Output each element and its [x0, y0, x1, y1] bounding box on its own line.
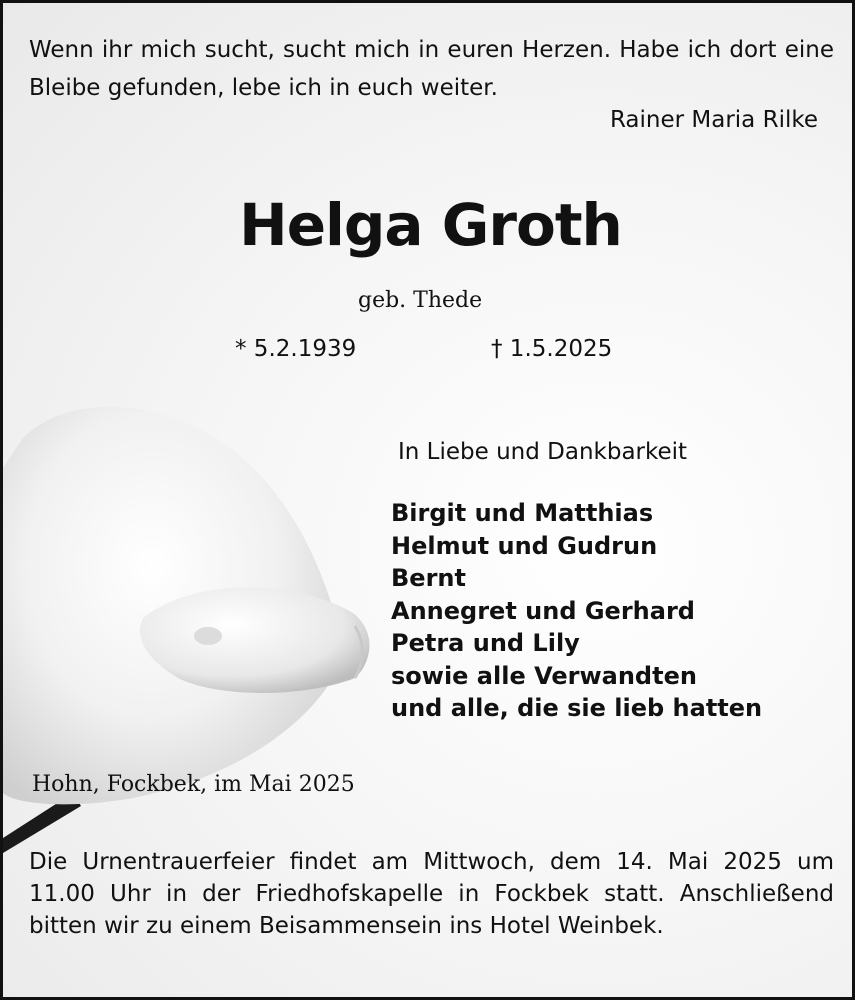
mourners-list: [391, 497, 762, 725]
mourner-entry: Annegret und Gerhard: [391, 596, 695, 625]
deceased-name: Helga Groth: [239, 191, 622, 259]
mourner-entry: Petra und Lily: [391, 629, 580, 657]
maiden-name: geb. Thede: [358, 288, 483, 313]
mourner-entry: und alle, die sie lieb hatten: [391, 694, 763, 722]
place-and-date: Hohn, Fockbek, im Mai 2025: [32, 772, 355, 797]
mourner-entry: Bernt: [391, 564, 466, 592]
mourning-intro: In Liebe und Dankbarkeit: [398, 439, 688, 465]
mourner-entry: Birgit und Matthias: [391, 499, 654, 527]
quote-author: Rainer Maria Rilke: [609, 107, 818, 133]
death-date: † 1.5.2025: [491, 336, 613, 362]
mourner-entry: Helmut und Gudrun: [391, 531, 658, 560]
birth-date: * 5.2.1939: [235, 336, 357, 362]
memorial-quote: Wenn ihr mich sucht, sucht mich in euren Herzen. Habe ich dort eine Bleibe gefunden, lebe ich in euch weiter.: [29, 37, 834, 101]
funeral-ceremony-info: Die Urnentrauerfeier findet am Mittwoch, dem 14. Mai 2025 um 11.00 Uhr in der Friedhofskapelle in Fockbek statt. Anschließend bitten wir zu einem Beisammensein ins Hotel Weinbek.: [29, 849, 834, 939]
mourner-entry: sowie alle Verwandten: [391, 661, 697, 690]
